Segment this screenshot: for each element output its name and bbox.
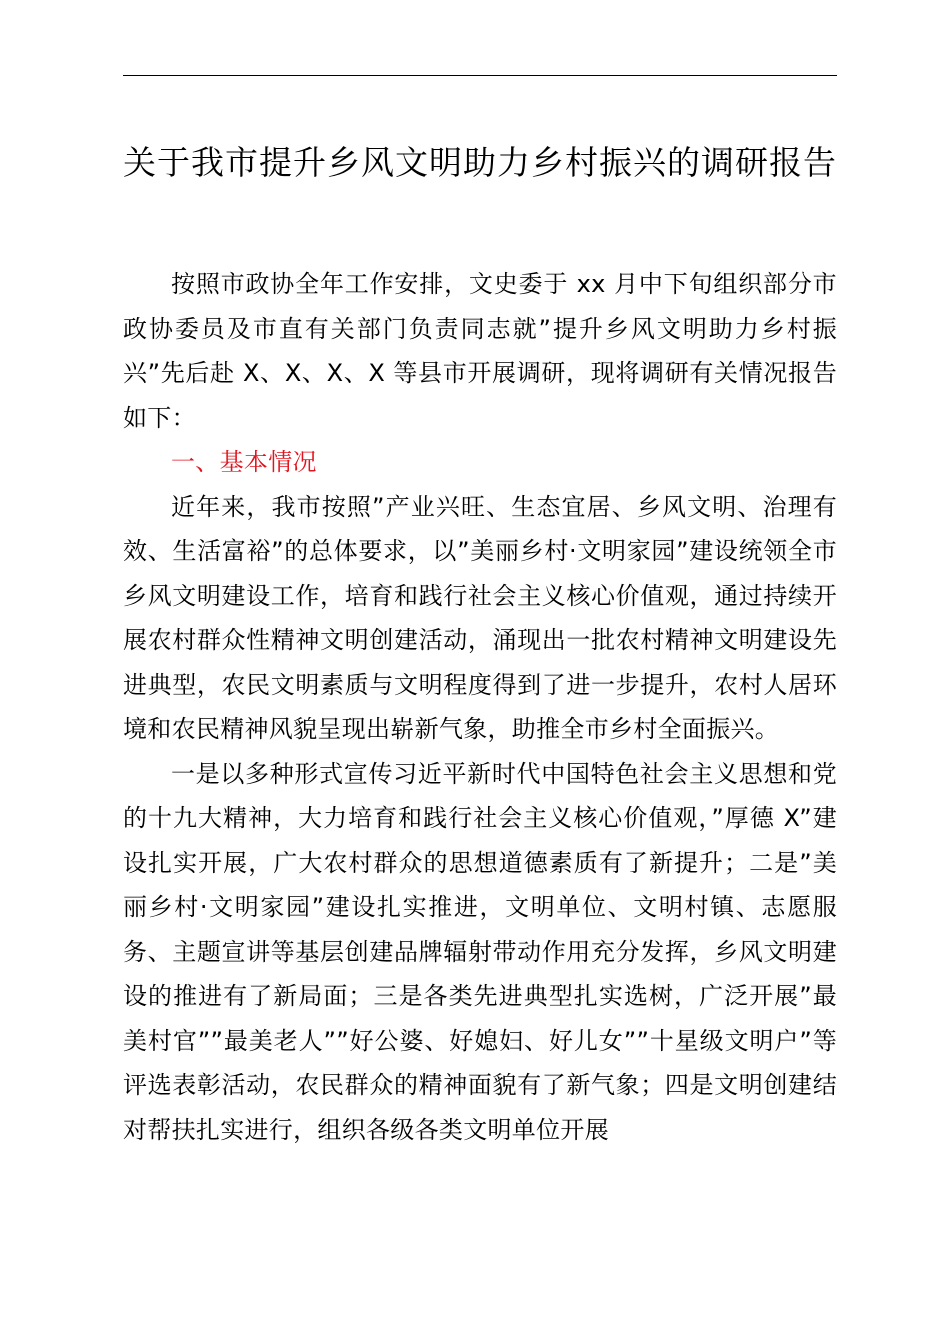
document-body: [123, 262, 837, 1152]
intro-paragraph: 按照市政协全年工作安排，文史委于 xx 月中下旬组织部分市政协委员及市直有关部门负责同志就”提升乡风文明助力乡村振兴”先后赴 X、X、X、X 等县市开展调研，现将调研有关情况报告如下：: [123, 270, 837, 432]
section-heading: 一、基本情况: [171, 448, 317, 476]
header-rule: [123, 75, 837, 76]
details-paragraph: 一是以多种形式宣传习近平新时代中国特色社会主义思想和党的十九大精神，大力培育和践行社会主义核心价值观，”厚德 X”建设扎实开展，广大农村群众的思想道德素质有了新提升；二是”美丽乡村·文明家园”建设扎实推进，文明单位、文明村镇、志愿服务、主题宣讲等基层创建品牌辐射带动作用充分发挥，乡风文明建设的推进有了新局面；三是各类先进典型扎实选树，广泛开展”最美村官””最美老人””好公婆、好媳妇、好儿女””十星级文明户”等评选表彰活动，农民群众的精神面貌有了新气象；四是文明创建结对帮扶扎实进行，组织各级各类文明单位开展: [123, 759, 837, 1144]
document-title: 关于我市提升乡风文明助力乡村振兴的调研报告: [123, 143, 837, 182]
overview-paragraph: 近年来，我市按照”产业兴旺、生态宜居、乡风文明、治理有效、生活富裕”的总体要求，以”美丽乡村·文明家园”建设统领全市乡风文明建设工作，培育和践行社会主义核心价值观，通过持续开展农村群众性精神文明创建活动，涌现出一批农村精神文明建设先进典型，农民文明素质与文明程度得到了进一步提升，农村人居环境和农民精神风貌呈现出崭新气象，助推全市乡村全面振兴。: [123, 492, 837, 743]
